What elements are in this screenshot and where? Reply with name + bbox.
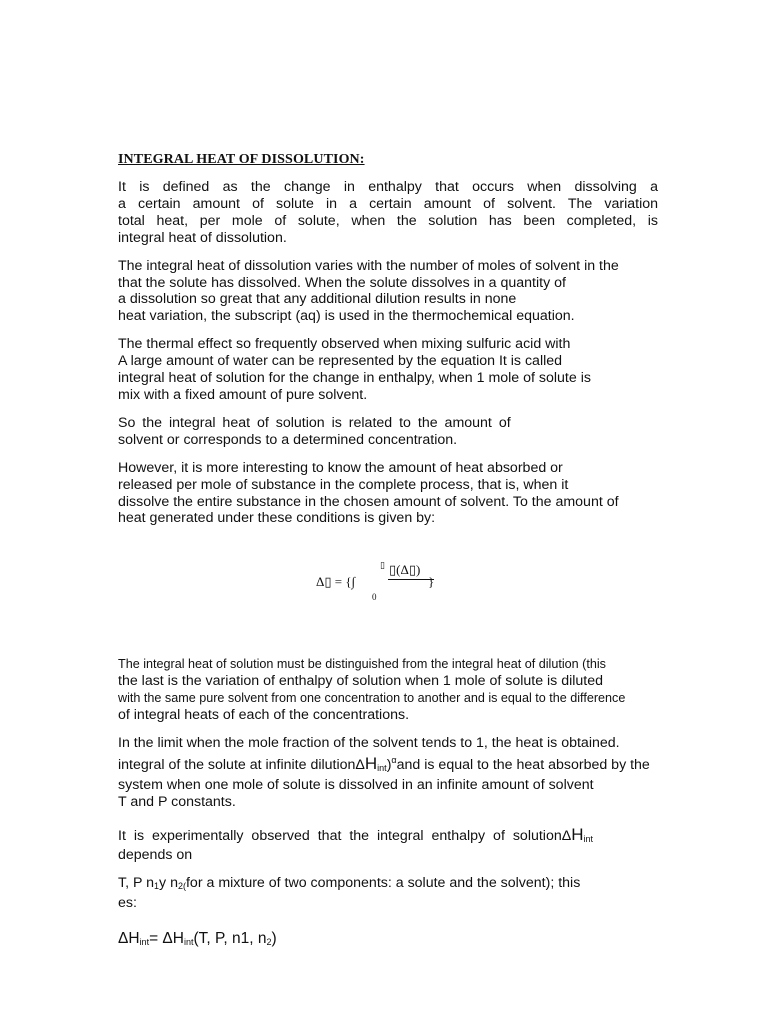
text-line: a certain amount of solute in a certain amount of solvent. The variation [118, 195, 658, 212]
formula-close-brace: } [428, 574, 435, 590]
subscript-int: int [184, 937, 194, 948]
text-line: So the integral heat of solution is related to the amount of [118, 414, 511, 431]
text-fragment: for a mixture of two components: a solute and the solvent); this [185, 875, 581, 892]
enthalpy-symbol: H [364, 753, 378, 773]
paragraph-thermal-effect [118, 336, 658, 404]
text-fragment: and is equal to the heat absorbed by the [396, 756, 650, 773]
text-line: heat generated under these conditions is given by: [118, 510, 436, 527]
formula-lower-limit: 0 [372, 592, 377, 603]
enthalpy-symbol: H [172, 930, 184, 948]
integral-formula [118, 538, 658, 656]
text-line: The integral heat of solution must be distinguished from the integral heat of dilution (this [118, 657, 606, 672]
equation-args: (T, P, n1, n [193, 930, 267, 948]
equals-delta: = Δ [149, 930, 173, 948]
section-heading: INTEGRAL HEAT OF DISSOLUTION: [118, 152, 365, 167]
text-line-with-subscripts [118, 875, 658, 895]
text-fragment: It is experimentally observed that the integral enthalpy of solution [118, 827, 562, 844]
text-line: A large amount of water can be represented by the equation It is called [118, 353, 563, 370]
text-line: with the same pure solvent from one concentration to another and is equal to the difference [118, 691, 626, 706]
text-line: total heat, per mole of solute, when the solution has been completed, is [118, 212, 658, 229]
formula-upper-limit: ▯ [380, 560, 385, 571]
text-line: T and P constants. [118, 793, 236, 810]
paragraph-dilution [118, 656, 658, 724]
text-line: a dissolution so great that any additional dilution results in none [118, 291, 517, 308]
subscript: 1 [154, 881, 160, 892]
text-line: dissolve the entire substance in the chosen amount of solvent. To the amount of [118, 493, 619, 510]
paragraph-experimental [118, 824, 658, 865]
paragraph-variation [118, 258, 658, 326]
text-fragment: T, P n [118, 875, 155, 892]
delta-symbol: Δ [355, 756, 365, 773]
text-line: heat variation, the subscript (aq) is used in the thermochemical equation. [118, 308, 575, 325]
paren: ( [182, 881, 186, 892]
text-line: mix with a fixed amount of pure solvent. [118, 386, 368, 403]
superscript-alpha: α [391, 754, 397, 765]
text-line: the last is the variation of enthalpy of solution when 1 mole of solute is diluted [118, 673, 604, 690]
subscript-int: int [583, 833, 594, 844]
paragraph-related [118, 415, 658, 449]
formula-lhs: Δ▯ = {∫ [316, 574, 356, 590]
paragraph-however [118, 460, 658, 528]
text-line-with-symbol [118, 824, 658, 848]
paragraph-definition [118, 179, 658, 247]
paren: ) [386, 756, 392, 773]
document-page [118, 152, 658, 948]
equation-args-close: ) [271, 930, 277, 948]
text-line: released per mole of substance in the complete process, that is, when it [118, 476, 569, 493]
text-line: However, it is more interesting to know the amount of heat absorbed or [118, 459, 563, 476]
text-line: The thermal effect so frequently observed when mixing sulfuric acid with [118, 336, 571, 353]
enthalpy-symbol: H [571, 824, 584, 844]
text-fragment: y n [159, 875, 178, 892]
formula-numerator: ▯(Δ▯) [389, 562, 421, 578]
subscript-int: int [377, 762, 387, 773]
delta-symbol: Δ [118, 930, 129, 948]
text-line: of integral heats of each of the concentrations. [118, 707, 410, 724]
enthalpy-symbol: H [128, 930, 140, 948]
delta-symbol: Δ [561, 827, 572, 844]
text-line: system when one mole of solute is dissolved in an infinite amount of solvent [118, 776, 594, 793]
subscript: 2 [266, 937, 272, 948]
text-line: In the limit when the mole fraction of the solvent tends to 1, the heat is obtained. [118, 734, 620, 751]
subscript: 2 [177, 881, 183, 892]
final-equation [118, 930, 658, 948]
text-line: that the solute has dissolved. When the solute dissolves in a quantity of [118, 274, 566, 291]
text-line: integral heat of solution for the change in enthalpy, when 1 mole of solute is [118, 370, 591, 387]
paragraph-limit [118, 735, 658, 811]
text-line-with-symbol [118, 752, 658, 777]
text-line: integral heat of dissolution. [118, 229, 287, 246]
paragraph-variables [118, 875, 658, 912]
text-line: depends on [118, 847, 193, 864]
text-line: It is defined as the change in enthalpy that occurs when dissolving a [118, 179, 658, 195]
text-line: solvent or corresponds to a determined concentration. [118, 431, 458, 448]
text-fragment: integral of the solute at infinite dilution [118, 756, 356, 773]
text-line: es: [118, 895, 137, 912]
subscript-int: int [139, 937, 150, 948]
text-line: The integral heat of dissolution varies with the number of moles of solvent in the [118, 257, 619, 274]
